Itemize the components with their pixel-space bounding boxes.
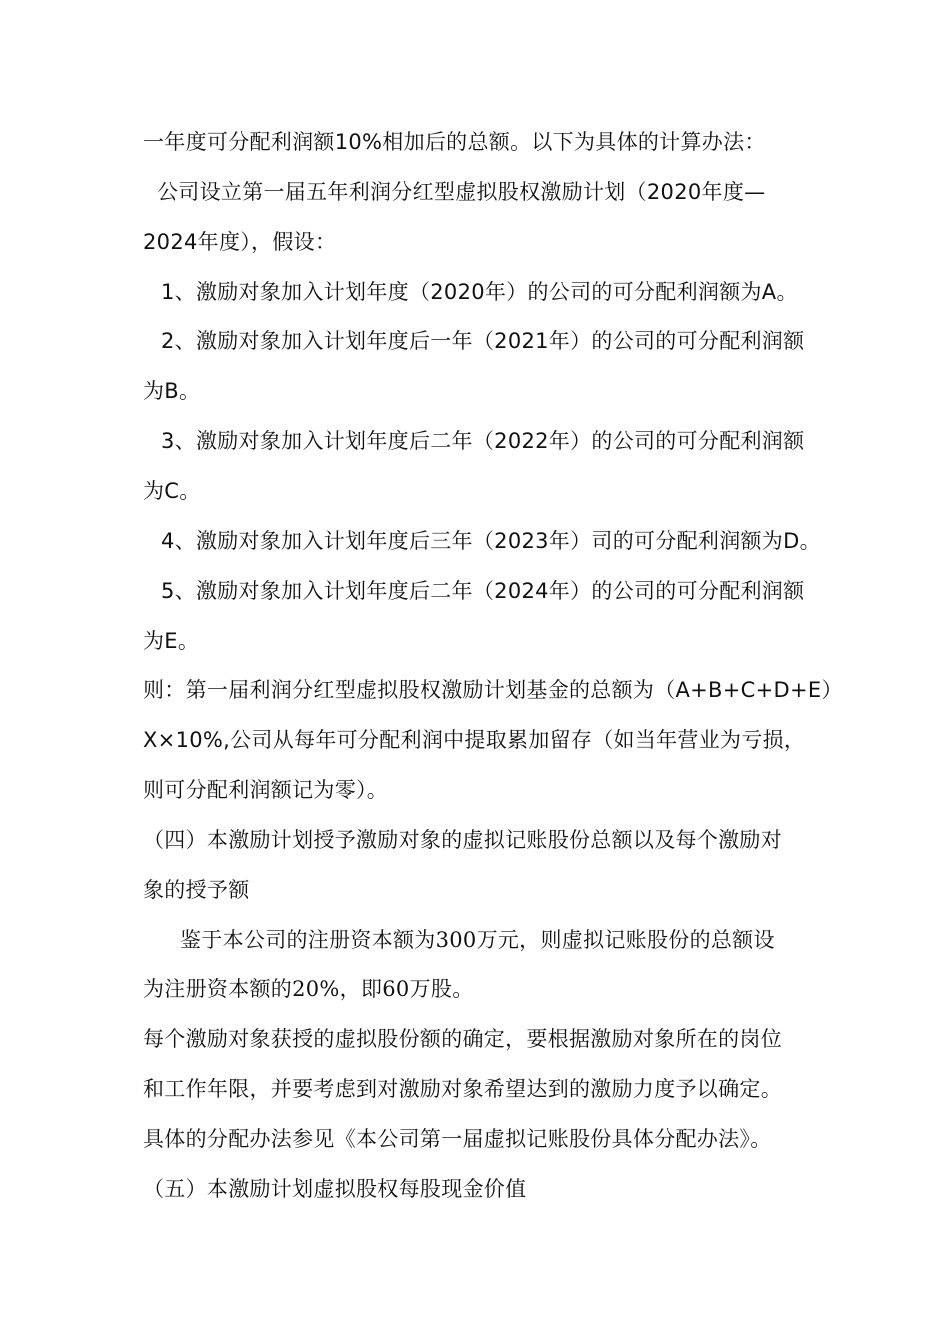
- formula-line: 则：第一届利润分红型虚拟股权激励计划基金的总额为（A+B+C+D+E）: [143, 678, 843, 702]
- list-item-2: 2、激励对象加入计划年度后一年（2021年）的公司的可分配利润额: [161, 329, 805, 353]
- section-heading-4-continued: 象的授予额: [143, 878, 250, 902]
- list-item-2-continued: 为B。: [143, 379, 201, 403]
- list-item-5-continued: 为E。: [143, 629, 200, 653]
- section-heading-5: （五）本激励计划虚拟股权每股现金价值: [143, 1177, 527, 1201]
- list-item-3-continued: 为C。: [143, 479, 201, 503]
- paragraph-line: 2024年度），假设：: [143, 230, 337, 254]
- list-item-5: 5、激励对象加入计划年度后二年（2024年）的公司的可分配利润额: [161, 579, 805, 603]
- paragraph-line: 公司设立第一届五年利润分红型虚拟股权激励计划（2020年度—: [157, 180, 766, 204]
- paragraph-line: X×10%,公司从每年可分配利润中提取累加留存（如当年营业为亏损，: [143, 728, 806, 752]
- list-item-1: 1、激励对象加入计划年度（2020年）的公司的可分配利润额为A。: [161, 280, 798, 304]
- paragraph-line: 为注册资本额的20%，即60万股。: [143, 977, 474, 1001]
- paragraph-line: 具体的分配办法参见《本公司第一届虚拟记账股份具体分配办法》。: [143, 1127, 772, 1151]
- paragraph-line: 则可分配利润额记为零）。: [143, 778, 389, 802]
- list-item-3: 3、激励对象加入计划年度后二年（2022年）的公司的可分配利润额: [161, 429, 805, 453]
- paragraph-line: 和工作年限，并要考虑到对激励对象希望达到的激励力度予以确定。: [143, 1077, 782, 1101]
- list-item-4: 4、激励对象加入计划年度后三年（2023年）司的可分配利润额为D。: [161, 529, 821, 553]
- section-heading-4: （四）本激励计划授予激励对象的虚拟记账股份总额以及每个激励对: [143, 828, 782, 852]
- paragraph-line: 一年度可分配利润额10%相加后的总额。以下为具体的计算办法：: [143, 130, 766, 154]
- paragraph-line: 每个激励对象获授的虚拟股份额的确定，要根据激励对象所在的岗位: [143, 1027, 782, 1051]
- paragraph-line: 鉴于本公司的注册资本额为300万元，则虚拟记账股份的总额设: [180, 928, 775, 952]
